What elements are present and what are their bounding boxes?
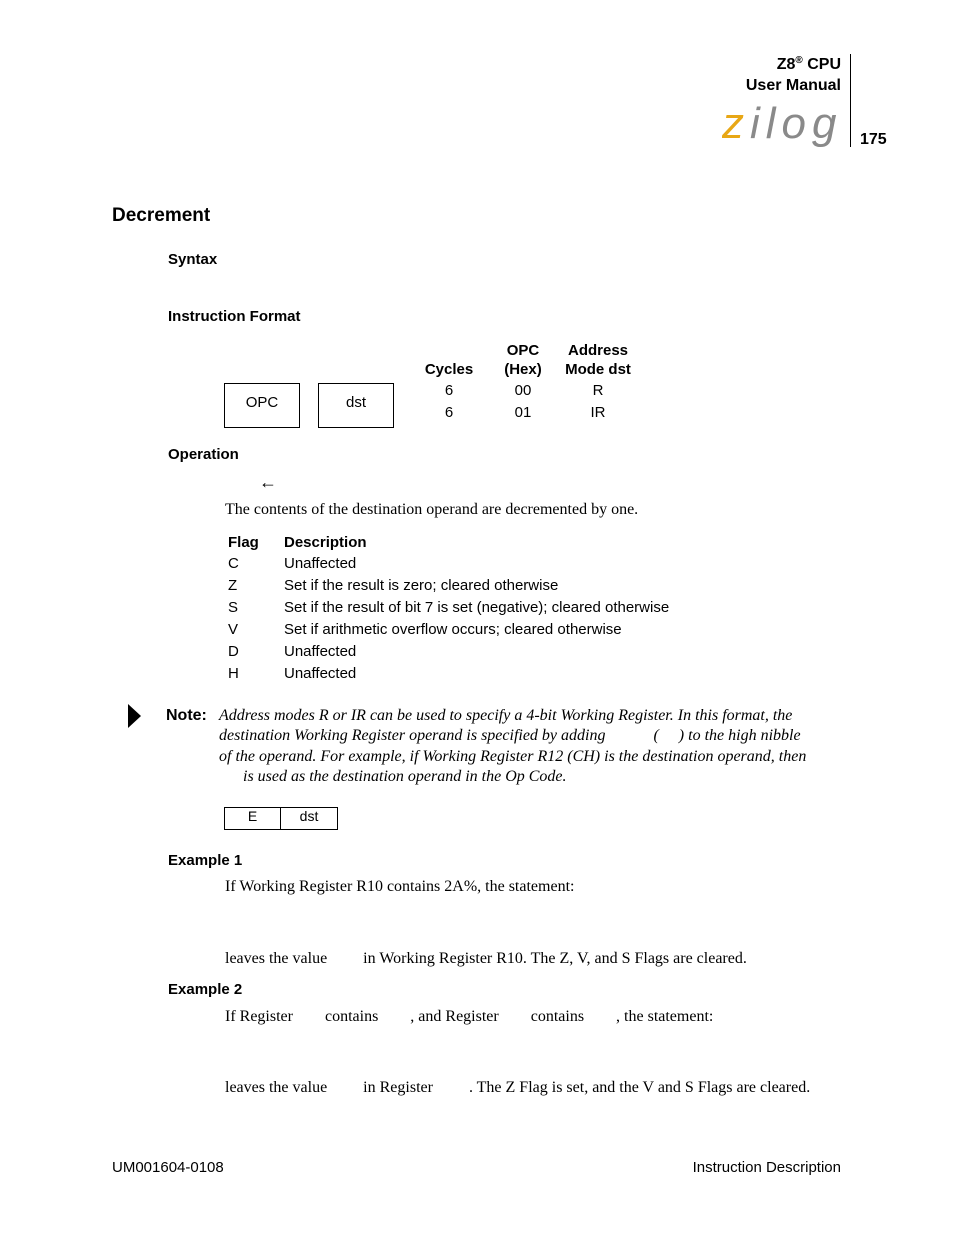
operation-arrow: ←	[259, 472, 277, 492]
row1-mode: R	[592, 382, 604, 399]
flag-h-description: Unaffected	[284, 665, 357, 682]
page-number: 175	[860, 131, 887, 148]
logo-z: z	[722, 100, 744, 148]
flag-v: V	[228, 621, 239, 638]
syntax-heading: Syntax	[168, 251, 218, 268]
example2-heading: Example 2	[168, 981, 243, 998]
note-line-4: is used as the destination operand in the Op Code.	[219, 767, 567, 785]
row1-opc: 00	[514, 382, 532, 399]
dst-box: dst	[318, 383, 394, 428]
flag-z: Z	[228, 577, 238, 594]
flag-column-header: Flag	[228, 534, 259, 551]
logo-ilog: ilog	[750, 100, 843, 148]
note-line-3: of the operand. For example, if Working Register R12 (CH) is the destination operand, then	[219, 747, 807, 765]
note-label: Note:	[166, 707, 207, 724]
row2-opc: 01	[514, 404, 532, 421]
description-column-header: Description	[284, 534, 367, 551]
flag-h: H	[228, 665, 239, 682]
flag-c: C	[228, 555, 239, 572]
example1-intro: If Working Register R10 contains 2A%, the statement:	[225, 878, 575, 895]
instruction-format-heading: Instruction Format	[168, 308, 301, 325]
note-e-box: E	[224, 807, 281, 830]
example2-intro: If Register contains , and Register contains , the statement:	[225, 1008, 714, 1025]
row1-cycles: 6	[444, 382, 454, 399]
header-title: Z8® CPU User Manual	[745, 55, 841, 94]
column-header-opc-hex: OPC (Hex)	[504, 342, 542, 378]
column-header-cycles: Cycles	[424, 361, 474, 378]
note-line-1: Address modes R or IR can be used to specify a 4-bit Working Register. In this format, the	[219, 707, 793, 724]
page-title: Decrement	[112, 205, 211, 226]
row2-mode: IR	[590, 404, 606, 421]
note-text	[219, 706, 845, 787]
operation-description: The contents of the destination operand are decremented by one.	[225, 501, 639, 518]
flag-d: D	[228, 643, 239, 660]
row2-cycles: 6	[444, 404, 454, 421]
flag-c-description: Unaffected	[284, 555, 357, 572]
operation-heading: Operation	[168, 446, 239, 463]
note-line-2: destination Working Register operand is specified by adding ( ) to the high nibble	[219, 727, 801, 745]
note-dst-box: dst	[280, 807, 338, 830]
footer-section: Instruction Description	[692, 1159, 841, 1176]
example2-result: leaves the value in Register . The Z Flag is set, and the V and S Flags are cleared.	[225, 1079, 811, 1096]
example1-result: leaves the value in Working Register R10. The Z, V, and S Flags are cleared.	[225, 950, 747, 967]
flag-d-description: Unaffected	[284, 643, 357, 660]
opc-box: OPC	[224, 383, 300, 428]
flag-z-description: Set if the result is zero; cleared otherwise	[284, 577, 559, 594]
flag-s-description: Set if the result of bit 7 is set (negative); cleared otherwise	[284, 599, 670, 616]
note-arrow-icon	[128, 704, 141, 728]
column-header-address-mode: Address Mode dst	[565, 342, 631, 378]
flag-s: S	[228, 599, 239, 616]
footer-doc-id: UM001604-0108	[112, 1159, 224, 1176]
flag-v-description: Set if arithmetic overflow occurs; cleared otherwise	[284, 621, 622, 638]
example1-heading: Example 1	[168, 852, 243, 869]
zilog-logo	[722, 100, 844, 150]
header-divider	[850, 54, 851, 147]
